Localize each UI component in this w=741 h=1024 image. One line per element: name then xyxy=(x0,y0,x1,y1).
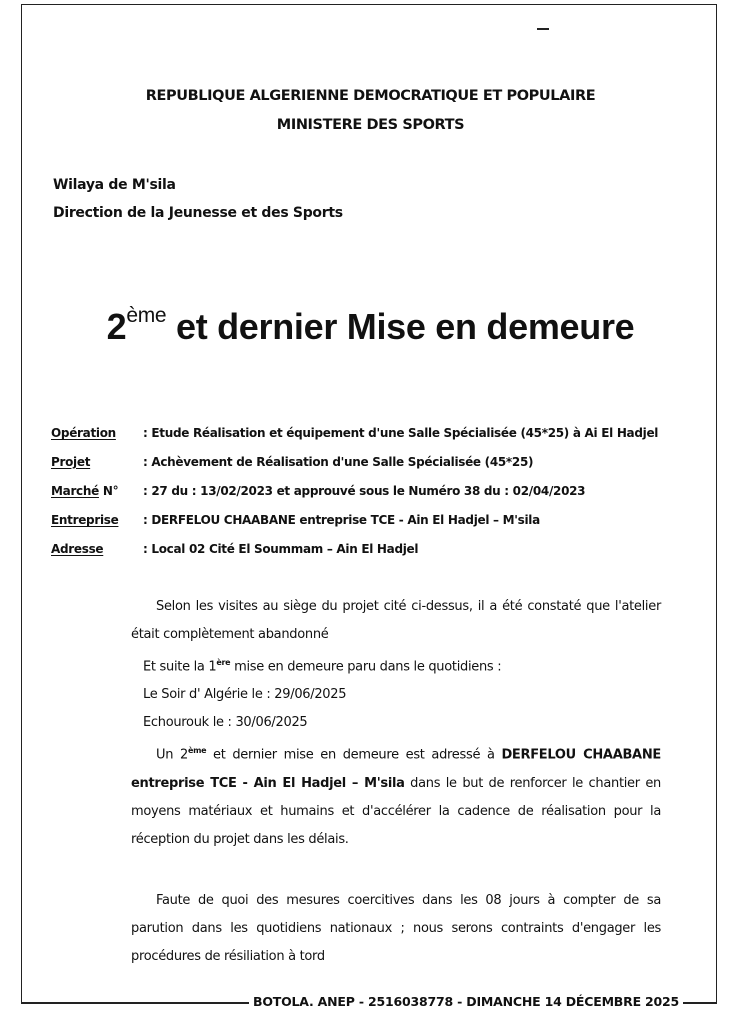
wilaya-line: Wilaya de M'sila xyxy=(53,177,176,193)
title-number: 2 xyxy=(106,306,127,347)
footer-rule-left xyxy=(21,1002,251,1004)
title-text: et dernier Mise en demeure xyxy=(166,306,635,347)
title-superscript: ème xyxy=(126,304,167,327)
info-value: : 27 du : 13/02/2023 et approuvé sous le Numéro 38 du : 02/04/2023 xyxy=(143,484,586,498)
info-label: Opération xyxy=(51,426,116,440)
info-label: Projet xyxy=(51,455,91,469)
info-row-entreprise xyxy=(51,513,540,527)
info-row-operation xyxy=(51,426,658,440)
info-value: : Local 02 Cité El Soummam – Ain El Hadjel xyxy=(143,542,419,556)
republic-heading: REPUBLIQUE ALGERIENNE DEMOCRATIQUE ET POPULAIRE xyxy=(145,88,596,104)
info-label: Adresse xyxy=(51,542,104,556)
info-value: : DERFELOU CHAABANE entreprise TCE - Ain El Hadjel – M'sila xyxy=(143,513,540,527)
info-label: Entreprise xyxy=(51,513,119,527)
paragraph-soir-algerie: Le Soir d' Algérie le : 29/06/2025 xyxy=(143,687,347,703)
body-section-1 xyxy=(131,593,661,854)
footer xyxy=(21,994,717,1012)
paragraph-faute-de-quoi: Faute de quoi des mesures coercitives dans les 08 jours à compter de sa parution dans les quotidiens nationaux ; nous serons contraints d'engager les procédures de résiliation à tord xyxy=(131,893,661,964)
company-name: DERFELOU CHAABANE entreprise TCE - Ain El Hadjel – M'sila xyxy=(131,747,661,791)
info-row-marche: Marché N° : 27 du : 13/02/2023 et approuvé sous le Numéro 38 du : 02/04/2023 xyxy=(51,484,586,498)
info-value: : Achèvement de Réalisation d'une Salle Spécialisée (45*25) xyxy=(143,455,534,469)
document-title xyxy=(0,306,741,348)
info-value: : Etude Réalisation et équipement d'une Salle Spécialisée (45*25) à Ai El Hadjel xyxy=(143,426,659,440)
info-row-projet xyxy=(51,455,533,469)
direction-line: Direction de la Jeunesse et des Sports xyxy=(53,205,343,221)
paragraph-constat: Selon les visites au siège du projet cité ci-dessus, il a été constaté que l'atelier était complètement abandonné xyxy=(131,599,661,642)
body-section-2 xyxy=(131,887,661,971)
info-row-adresse xyxy=(51,542,418,556)
scan-mark xyxy=(537,28,549,30)
paragraph-echourouk: Echourouk le : 30/06/2025 xyxy=(143,715,308,731)
paragraph-second-notice: Un 2ème et dernier mise en demeure est adressé à DERFELOU CHAABANE entreprise TCE - Ain El Hadjel – M'sila dans le but de renforcer le chantier en moyens matériaux et humains et d'accélérer la cadence de réalisation pour la réception du projet dans les délais. xyxy=(131,746,661,847)
footer-reference: BOTOLA. ANEP - 2516038778 - DIMANCHE 14 DÉCEMBRE 2025 xyxy=(249,994,683,1009)
ministry-heading: MINISTERE DES SPORTS xyxy=(276,117,465,133)
info-label: Marché xyxy=(51,484,99,498)
paragraph-first-notice: Et suite la 1ère mise en demeure paru dans le quotidiens : xyxy=(143,658,502,675)
